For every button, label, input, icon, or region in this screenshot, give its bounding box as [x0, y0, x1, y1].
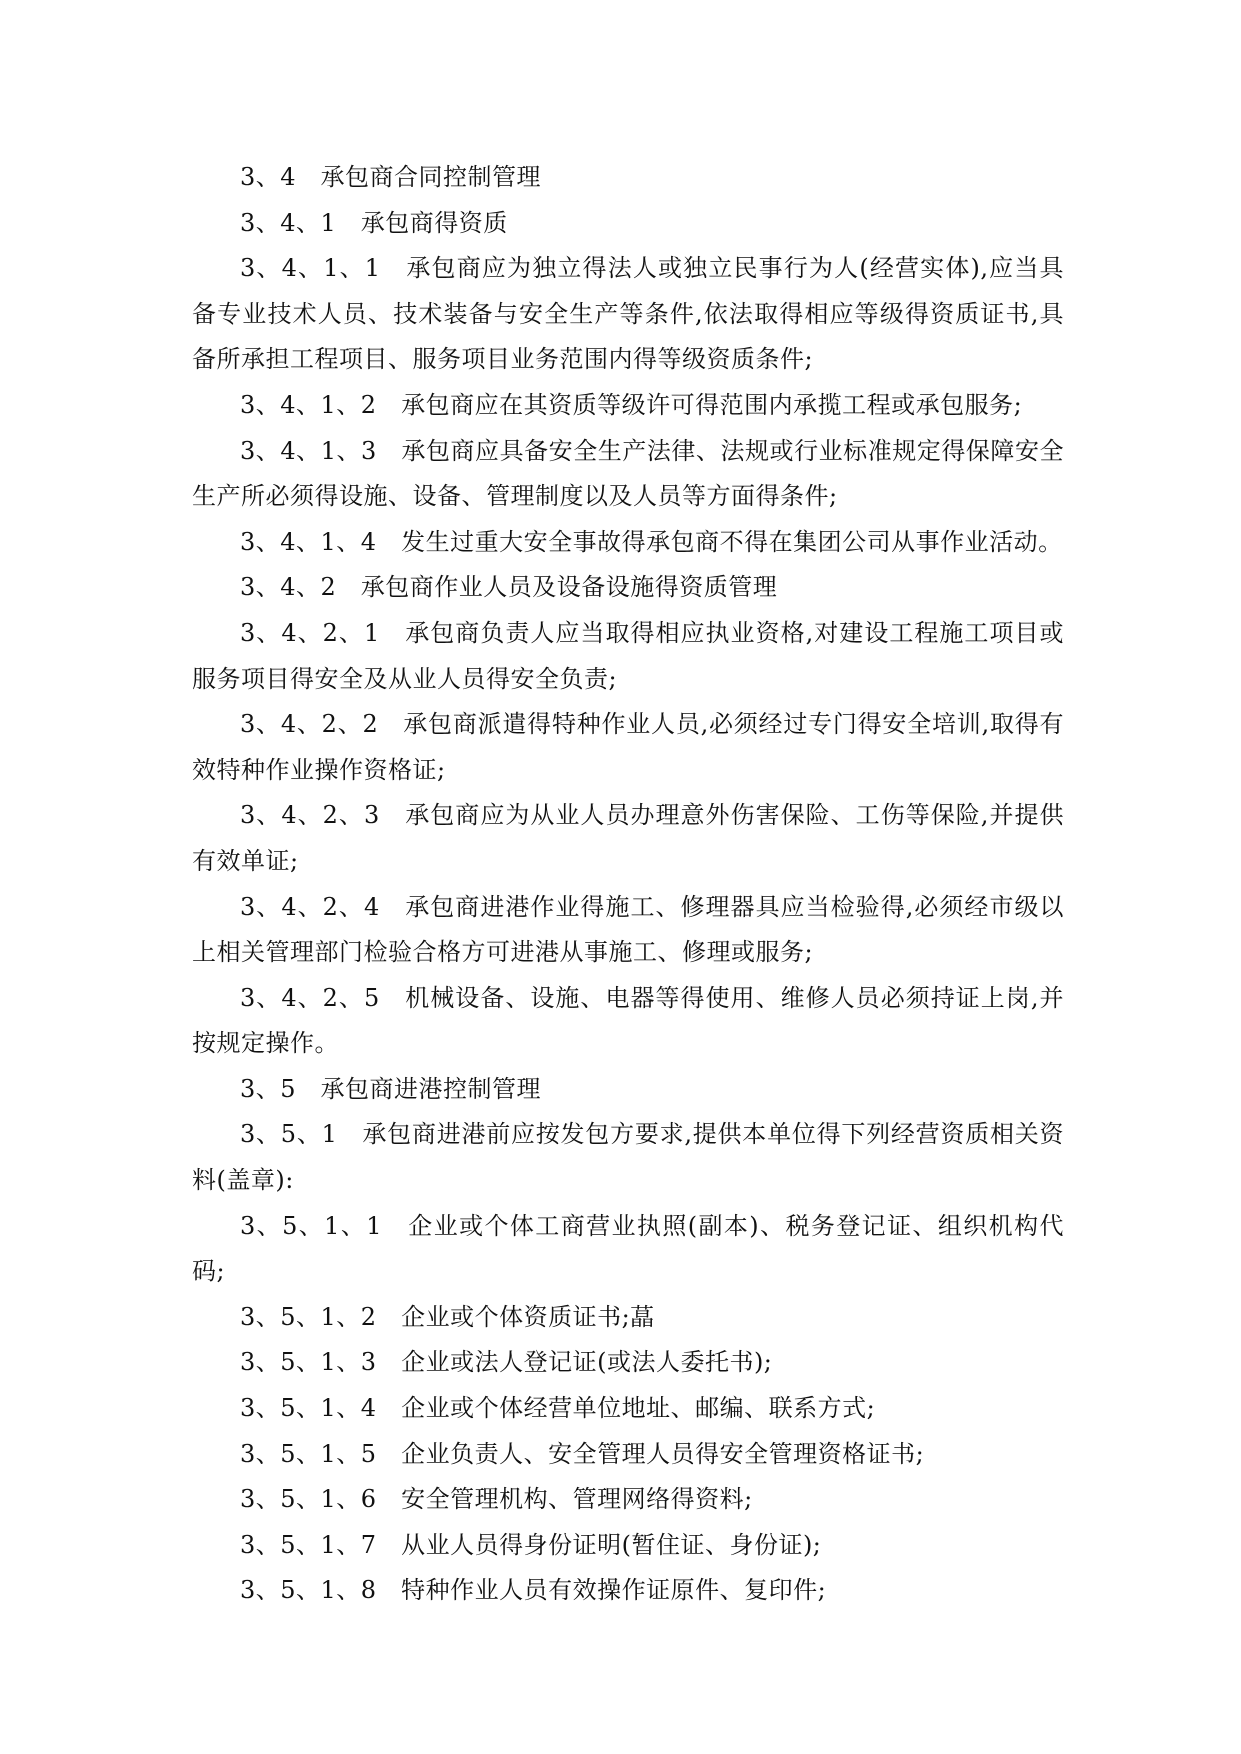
clause-3-5-1-4: 3、5、1、4 企业或个体经营单位地址、邮编、联系方式; [240, 1394, 876, 1423]
section-heading-3-4-2: 3、4、2 承包商作业人员及设备设施得资质管理 [240, 573, 778, 602]
clause-3-4-1-2: 3、4、1、2 承包商应在其资质等级许可得范围内承揽工程或承包服务; [240, 390, 1023, 419]
document-body [192, 155, 1064, 1614]
clause-3-4-2-3: 3、4、2、3 承包商应为从业人员办理意外伤害保险、工伤等保险,并提供有效单证; [192, 801, 1064, 875]
section-heading-3-4: 3、4 承包商合同控制管理 [240, 163, 542, 191]
clause-3-5-1-8: 3、5、1、8 特种作业人员有效操作证原件、复印件; [240, 1576, 827, 1605]
clause-3-4-2-1: 3、4、2、1 承包商负责人应当取得相应执业资格,对建设工程施工项目或服务项目得安全及从业人员得安全负责; [192, 618, 1064, 693]
clause-3-5-1-6: 3、5、1、6 安全管理机构、管理网络得资料; [240, 1485, 753, 1514]
clause-3-4-2-2: 3、4、2、2 承包商派遣得特种作业人员,必须经过专门得安全培训,取得有效特种作业操作资格证; [192, 710, 1064, 784]
clause-3-4-1-3: 3、4、1、3 承包商应具备安全生产法律、法规或行业标准规定得保障安全生产所必须得设施、设备、管理制度以及人员等方面得条件; [192, 436, 1064, 511]
clause-3-5-1-3: 3、5、1、3 企业或法人登记证(或法人委托书); [240, 1348, 773, 1377]
clause-3-5-1-5: 3、5、1、5 企业负责人、安全管理人员得安全管理资格证书; [240, 1439, 925, 1468]
clause-3-4-1-1: 3、4、1、1 承包商应为独立得法人或独立民事行为人(经营实体),应当具备专业技术人员、技术装备与安全生产等条件,依法取得相应等级得资质证书,具备所承担工程项目、服务项目业务范围内得等级资质条件; [192, 254, 1064, 374]
clause-3-5-1: 3、5、1 承包商进港前应按发包方要求,提供本单位得下列经营资质相关资料(盖章): [192, 1120, 1064, 1195]
clause-3-4-1-4: 3、4、1、4 发生过重大安全事故得承包商不得在集团公司从事作业活动。 [240, 527, 1063, 556]
clause-3-4-2-5: 3、4、2、5 机械设备、设施、电器等得使用、维修人员必须持证上岗,并按规定操作。 [192, 983, 1064, 1058]
section-heading-3-5: 3、5 承包商进港控制管理 [240, 1074, 542, 1103]
clause-3-5-1-7: 3、5、1、7 从业人员得身份证明(暂住证、身份证); [240, 1530, 822, 1559]
clause-3-5-1-2: 3、5、1、2 企业或个体资质证书;蕌 [240, 1302, 655, 1331]
clause-3-4-2-4: 3、4、2、4 承包商进港作业得施工、修理器具应当检验得,必须经市级以上相关管理部门检验合格方可进港从事施工、修理或服务; [192, 892, 1064, 967]
clause-3-5-1-1: 3、5、1、1 企业或个体工商营业执照(副本)、税务登记证、组织机构代码; [192, 1211, 1064, 1286]
section-heading-3-4-1: 3、4、1 承包商得资质 [240, 208, 508, 237]
